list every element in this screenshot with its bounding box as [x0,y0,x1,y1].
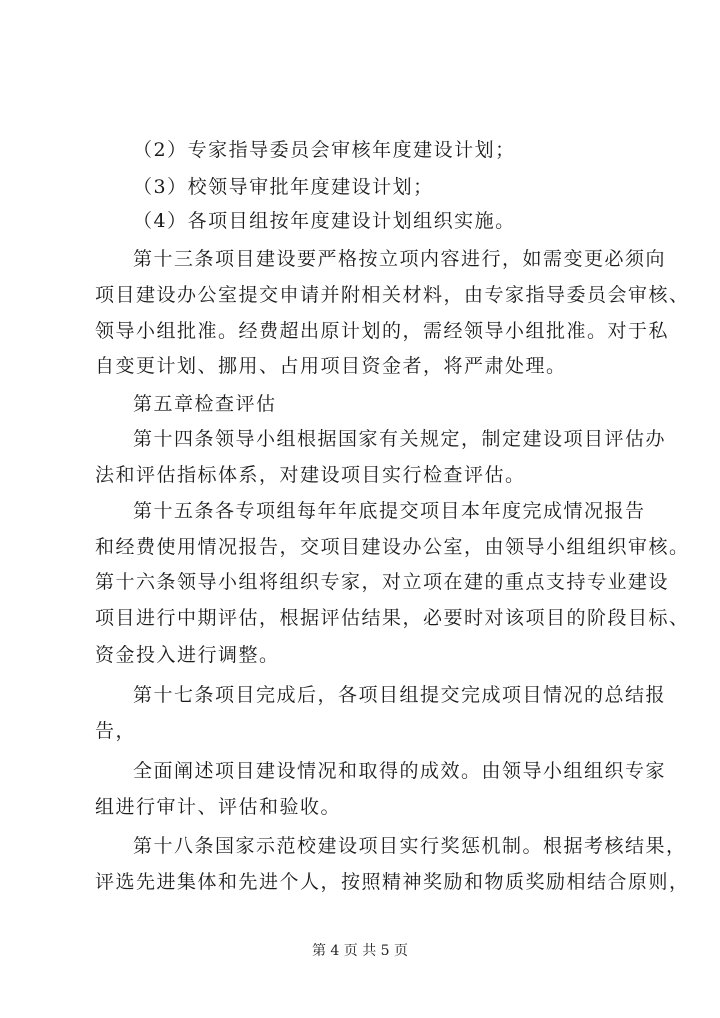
list-item-2: （2）专家指导委员会审核年度建设计划； [133,139,516,161]
article-13-line-2: 项目建设办公室提交申请并附相关材料，由专家指导委员会审核、 [95,284,690,306]
article-13-line-3: 领导小组批准。经费超出原计划的，需经领导小组批准。对于私 [95,320,670,342]
article-18-line-2: 评选先进集体和先进个人，按照精神奖励和物质奖励相结合原则， [95,871,690,893]
article-15-line-2: 和经费使用情况报告，交项目建设办公室，由领导小组组织审核。 [95,536,690,558]
page-number-footer: 第 4 页 共 5 页 [311,943,409,959]
article-16-line-2: 项目进行中期评估，根据评估结果，必要时对该项目的阶段目标、 [95,607,690,629]
chapter-5-heading: 第五章检查评估 [133,393,277,415]
article-17-cont-line-2: 组进行审计、评估和验收。 [95,796,342,818]
article-13-line-4: 自变更计划、挪用、占用项目资金者，将严肃处理。 [95,355,567,377]
article-18-line-1: 第十八条国家示范校建设项目实行奖惩机制。根据考核结果， [133,835,687,857]
list-item-4: （4）各项目组按年度建设计划组织实施。 [133,210,516,232]
article-14-line-2: 法和评估指标体系，对建设项目实行检查评估。 [95,464,526,486]
article-16-line-1: 第十六条领导小组将组织专家，对立项在建的重点支持专业建设 [95,571,670,593]
article-15-line-1: 第十五条各专项组每年年底提交项目本年度完成情况报告 [133,500,646,522]
article-17-cont-line-1: 全面阐述项目建设情况和取得的成效。由领导小组组织专家 [133,760,667,782]
article-16-line-3: 资金投入进行调整。 [95,644,280,666]
article-17-line-2: 告， [95,720,137,742]
article-13-line-1: 第十三条项目建设要严格按立项内容进行，如需变更必须向 [133,248,667,270]
article-17-line-1: 第十七条项目完成后，各项目组提交完成项目情况的总结报 [133,684,667,706]
article-14-line-1: 第十四条领导小组根据国家有关规定，制定建设项目评估办 [133,428,667,450]
list-item-3: （3）校领导审批年度建设计划； [133,176,434,198]
